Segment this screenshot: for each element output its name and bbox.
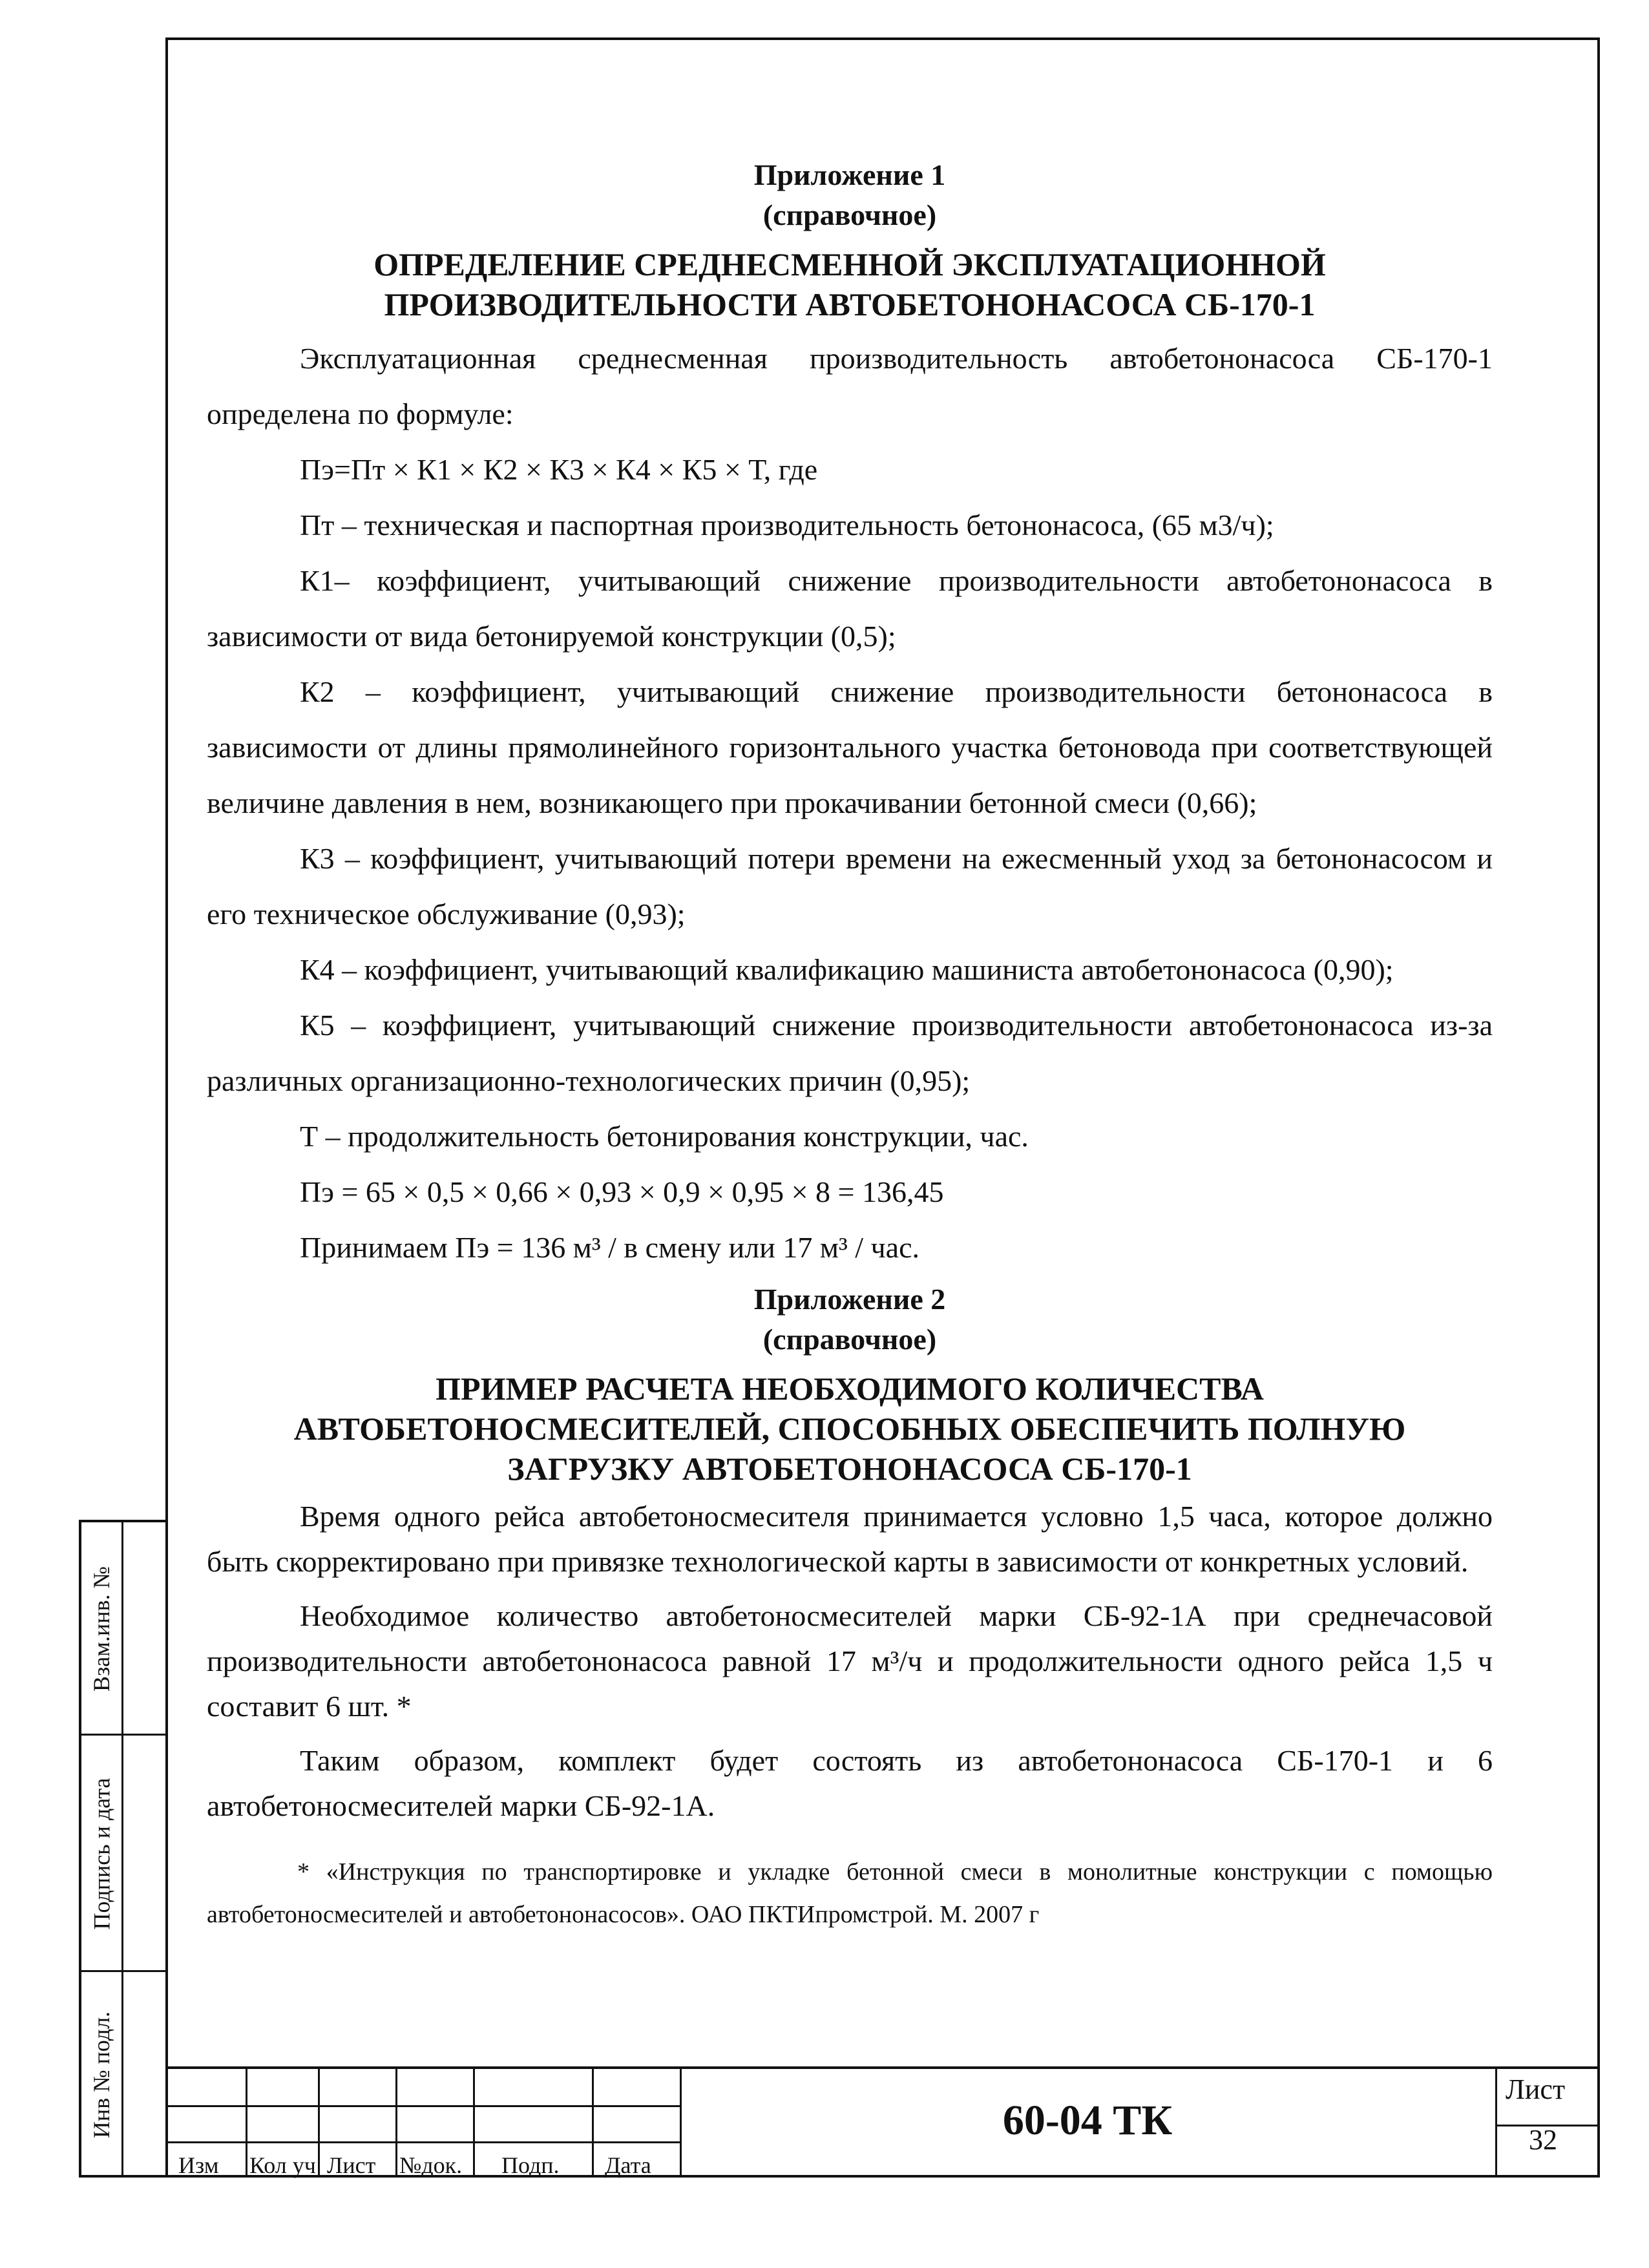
stamp-podp: Подп. — [501, 2152, 560, 2178]
appendix1-subtitle: (справочное) — [762, 198, 937, 231]
appendix2-heading-line3: ЗАГРУЗКУ АВТОБЕТОНОНАСОСА СБ-170-1 — [507, 1451, 1192, 1487]
sheet-number: 32 — [1529, 2124, 1557, 2156]
stamp-izm: Изм — [178, 2152, 219, 2178]
def-k2: К2 – коэффициент, учитывающий снижение производительности бетононасоса в зависимости от длины прямолинейного горизонтального участка бетоновода при соответствующей величине давления в нем, возникающего при прокачивании бетонной смеси (0,66); — [207, 675, 1493, 819]
document-code: 60-04 ТК — [1002, 2097, 1173, 2144]
sheet-label: Лист — [1506, 2074, 1566, 2105]
appendix2-para2: Необходимое количество автобетоносмесителей марки СБ-92-1А при среднечасовой производительности автобетононасоса равной 17 м³/ч и продолжительности одного рейса 1,5 ч составит 6 шт. * — [207, 1599, 1493, 1723]
side-label-vzam: Взам.инв. № — [89, 1566, 114, 1692]
appendix1-heading-line2: ПРОИЗВОДИТЕЛЬНОСТИ АВТОБЕТОНОНАСОСА СБ-170-1 — [384, 286, 1316, 322]
appendix2-subtitle: (справочное) — [762, 1323, 937, 1356]
side-label-podpis: Подпись и дата — [89, 1778, 115, 1930]
stamp-kol: Кол уч — [249, 2152, 316, 2178]
calculation: Пэ = 65 × 0,5 × 0,66 × 0,93 × 0,9 × 0,95 × 8 = 136,45 — [300, 1175, 944, 1208]
appendix2-para1: Время одного рейса автобетоносмесителя принимается условно 1,5 часа, которое должно быть скорректировано при привязке технологической карты в зависимости от конкретных условий. — [207, 1500, 1493, 1578]
appendix1-title: Приложение 1 — [753, 158, 946, 191]
stamp-list: Лист — [327, 2152, 376, 2178]
footnote: * «Инструкция по транспортировке и укладке бетонной смеси в монолитные конструкции с помощью автобетоносмесителей и автобетононасосов». ОАО ПКТИпромстрой. М. 2007 г — [207, 1858, 1493, 1928]
formula: Пэ=Пт × К1 × К2 × К3 × К4 × К5 × Т, где — [300, 453, 818, 486]
stamp-data: Дата — [605, 2152, 651, 2178]
def-k3: К3 – коэффициент, учитывающий потери времени на ежесменный уход за бетононасосом и его техническое обслуживание (0,93); — [207, 842, 1493, 930]
appendix1-intro: Эксплуатационная среднесменная производительность автобетононасоса СБ-170-1 определена по формуле: — [207, 342, 1493, 430]
side-strip — [79, 1520, 168, 2178]
def-k5: К5 – коэффициент, учитывающий снижение производительности автобетононасоса из-за различных организационно-технологических причин (0,95); — [207, 1009, 1493, 1097]
appendix2-title: Приложение 2 — [753, 1283, 946, 1316]
def-k1: К1– коэффициент, учитывающий снижение производительности автобетононасоса в зависимости от вида бетонируемой конструкции (0,5); — [207, 564, 1493, 653]
def-k4: К4 – коэффициент, учитывающий квалификацию машиниста автобетононасоса (0,90); — [300, 953, 1394, 986]
appendix1-heading-line1: ОПРЕДЕЛЕНИЕ СРЕДНЕСМЕННОЙ ЭКСПЛУАТАЦИОННОЙ — [373, 246, 1326, 282]
appendix2-heading-line1: ПРИМЕР РАСЧЕТА НЕОБХОДИМОГО КОЛИЧЕСТВА — [436, 1370, 1264, 1407]
title-block — [165, 2066, 1600, 2178]
def-pt: Пт – техническая и паспортная производительность бетононасоса, (65 м3/ч); — [300, 509, 1274, 541]
accepted-value: Принимаем Пэ = 136 м³ / в смену или 17 м³ / час. — [300, 1231, 920, 1264]
def-t: Т – продолжительность бетонирования конструкции, час. — [300, 1120, 1029, 1153]
stamp-ndok: №док. — [399, 2152, 463, 2178]
appendix2-heading-line2: АВТОБЕТОНОСМЕСИТЕЛЕЙ, СПОСОБНЫХ ОБЕСПЕЧИТЬ ПОЛНУЮ — [293, 1411, 1406, 1447]
appendix2-para3: Таким образом, комплект будет состоять из автобетононасоса СБ-170-1 и 6 автобетоносмесителей марки СБ-92-1А. — [207, 1744, 1493, 1822]
side-label-inv: Инв № подл. — [89, 2011, 114, 2139]
document-body — [207, 155, 1493, 1936]
